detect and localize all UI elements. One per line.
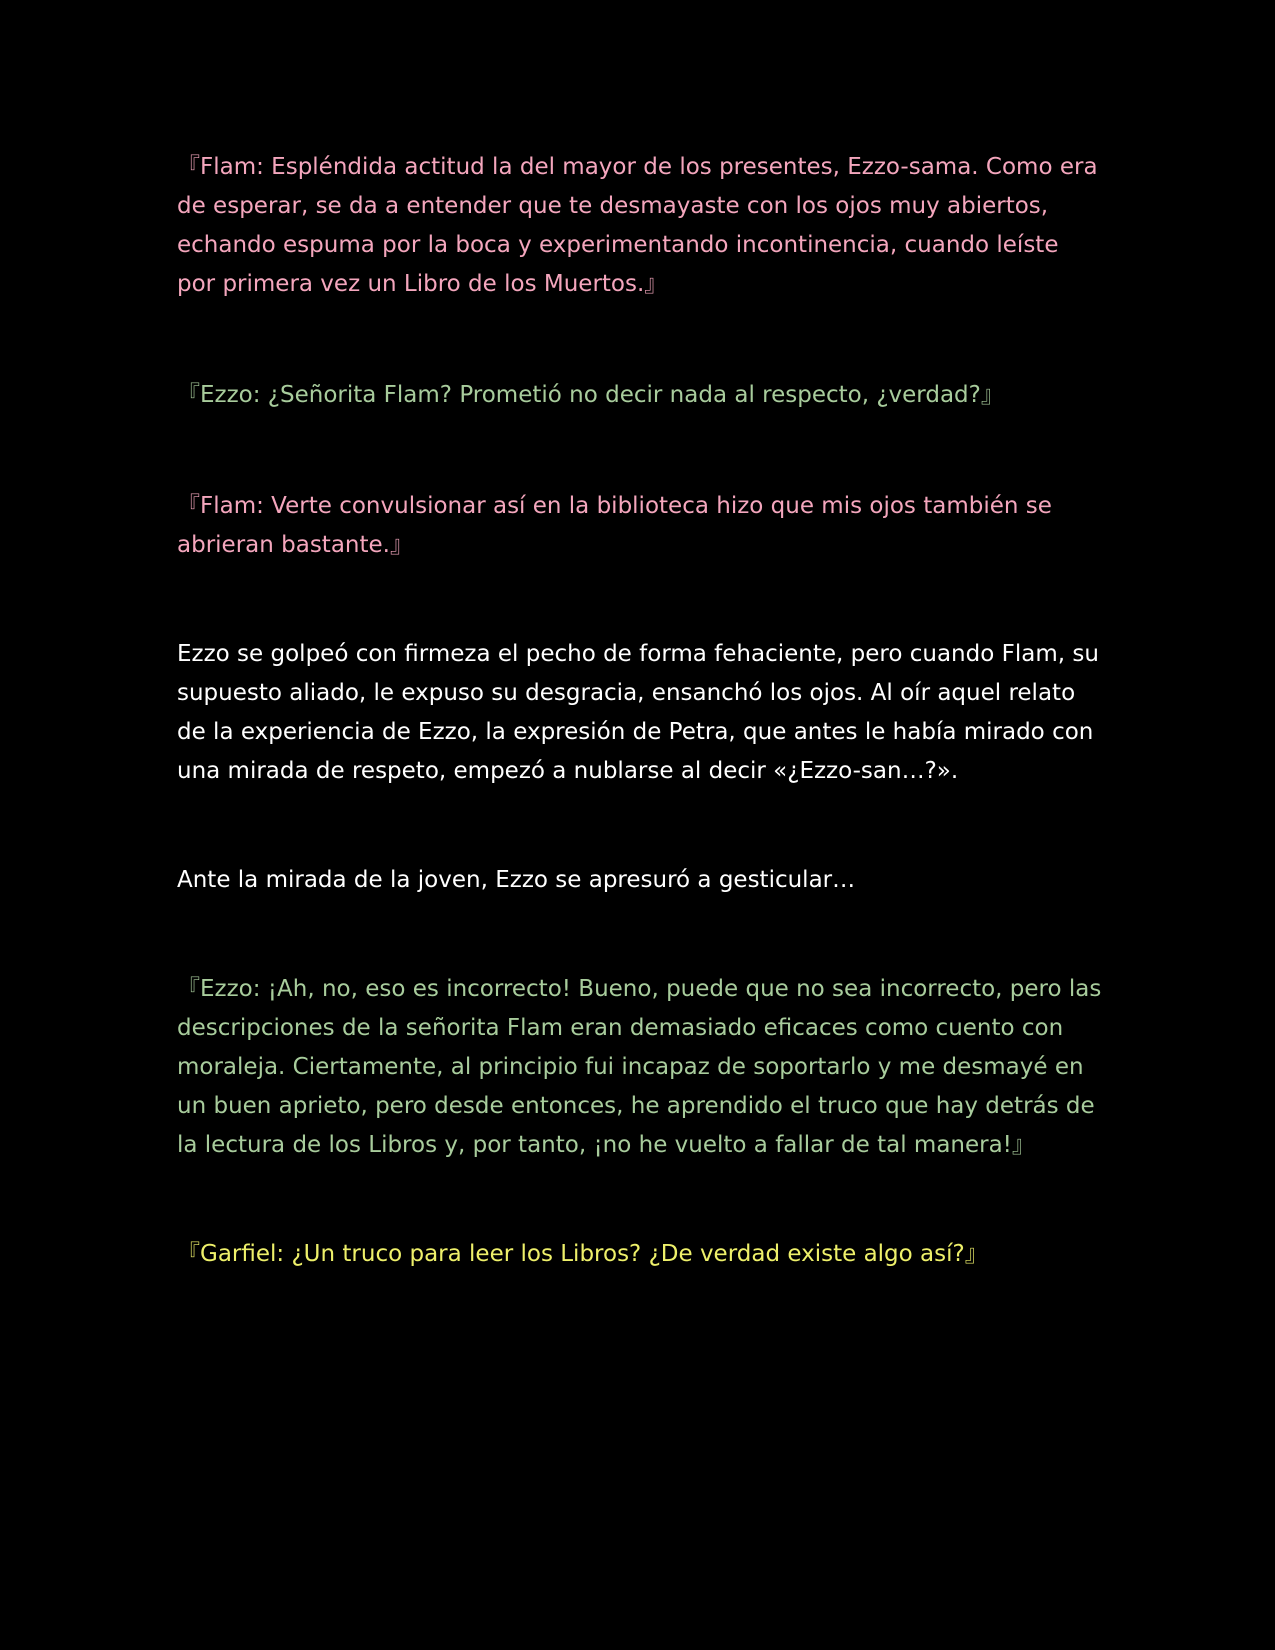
narration-1: Ezzo se golpeó con firmeza el pecho de forma fehaciente, pero cuando Flam, su supuesto aliado, le expuso su desgracia, ensanchó los ojos. Al oír aquel relato de la experiencia de Ezzo, la expresión de Petra, que antes le había mirado con una mirada de respeto, empezó a nublarse al decir «¿Ezzo-san…?».	[177, 641, 1099, 784]
dialogue-flam-1: 『Flam: Espléndida actitud la del mayor de los presentes, Ezzo-sama. Como era de esperar, se da a entender que te desmayaste con los ojos muy abiertos, echando espuma por la boca y experimentando incontinencia, cuando leíste por primera vez un Libro de los Muertos.』	[177, 154, 1098, 297]
dialogue-ezzo-2: 『Ezzo: ¡Ah, no, eso es incorrecto! Bueno, puede que no sea incorrecto, pero las descripciones de la señorita Flam eran demasiado eficaces como cuento con moraleja. Ciertamente, al principio fui incapaz de soportarlo y me desmayé en un buen aprieto, pero desde entonces, he aprendido el truco que hay detrás de la lectura de los Libros y, por tanto, ¡no he vuelto a fallar de tal manera!』	[177, 976, 1102, 1158]
dialogue-flam-2: 『Flam: Verte convulsionar así en la biblioteca hizo que mis ojos también se abrieran bastante.』	[177, 493, 1052, 558]
narration-2: Ante la mirada de la joven, Ezzo se apresuró a gesticular…	[177, 867, 856, 893]
document-page	[177, 148, 1102, 1274]
dialogue-ezzo-1: 『Ezzo: ¿Señorita Flam? Prometió no decir nada al respecto, ¿verdad?』	[177, 382, 1004, 408]
dialogue-garfiel-1: 『Garfiel: ¿Un truco para leer los Libros? ¿De verdad existe algo así?』	[177, 1241, 988, 1267]
